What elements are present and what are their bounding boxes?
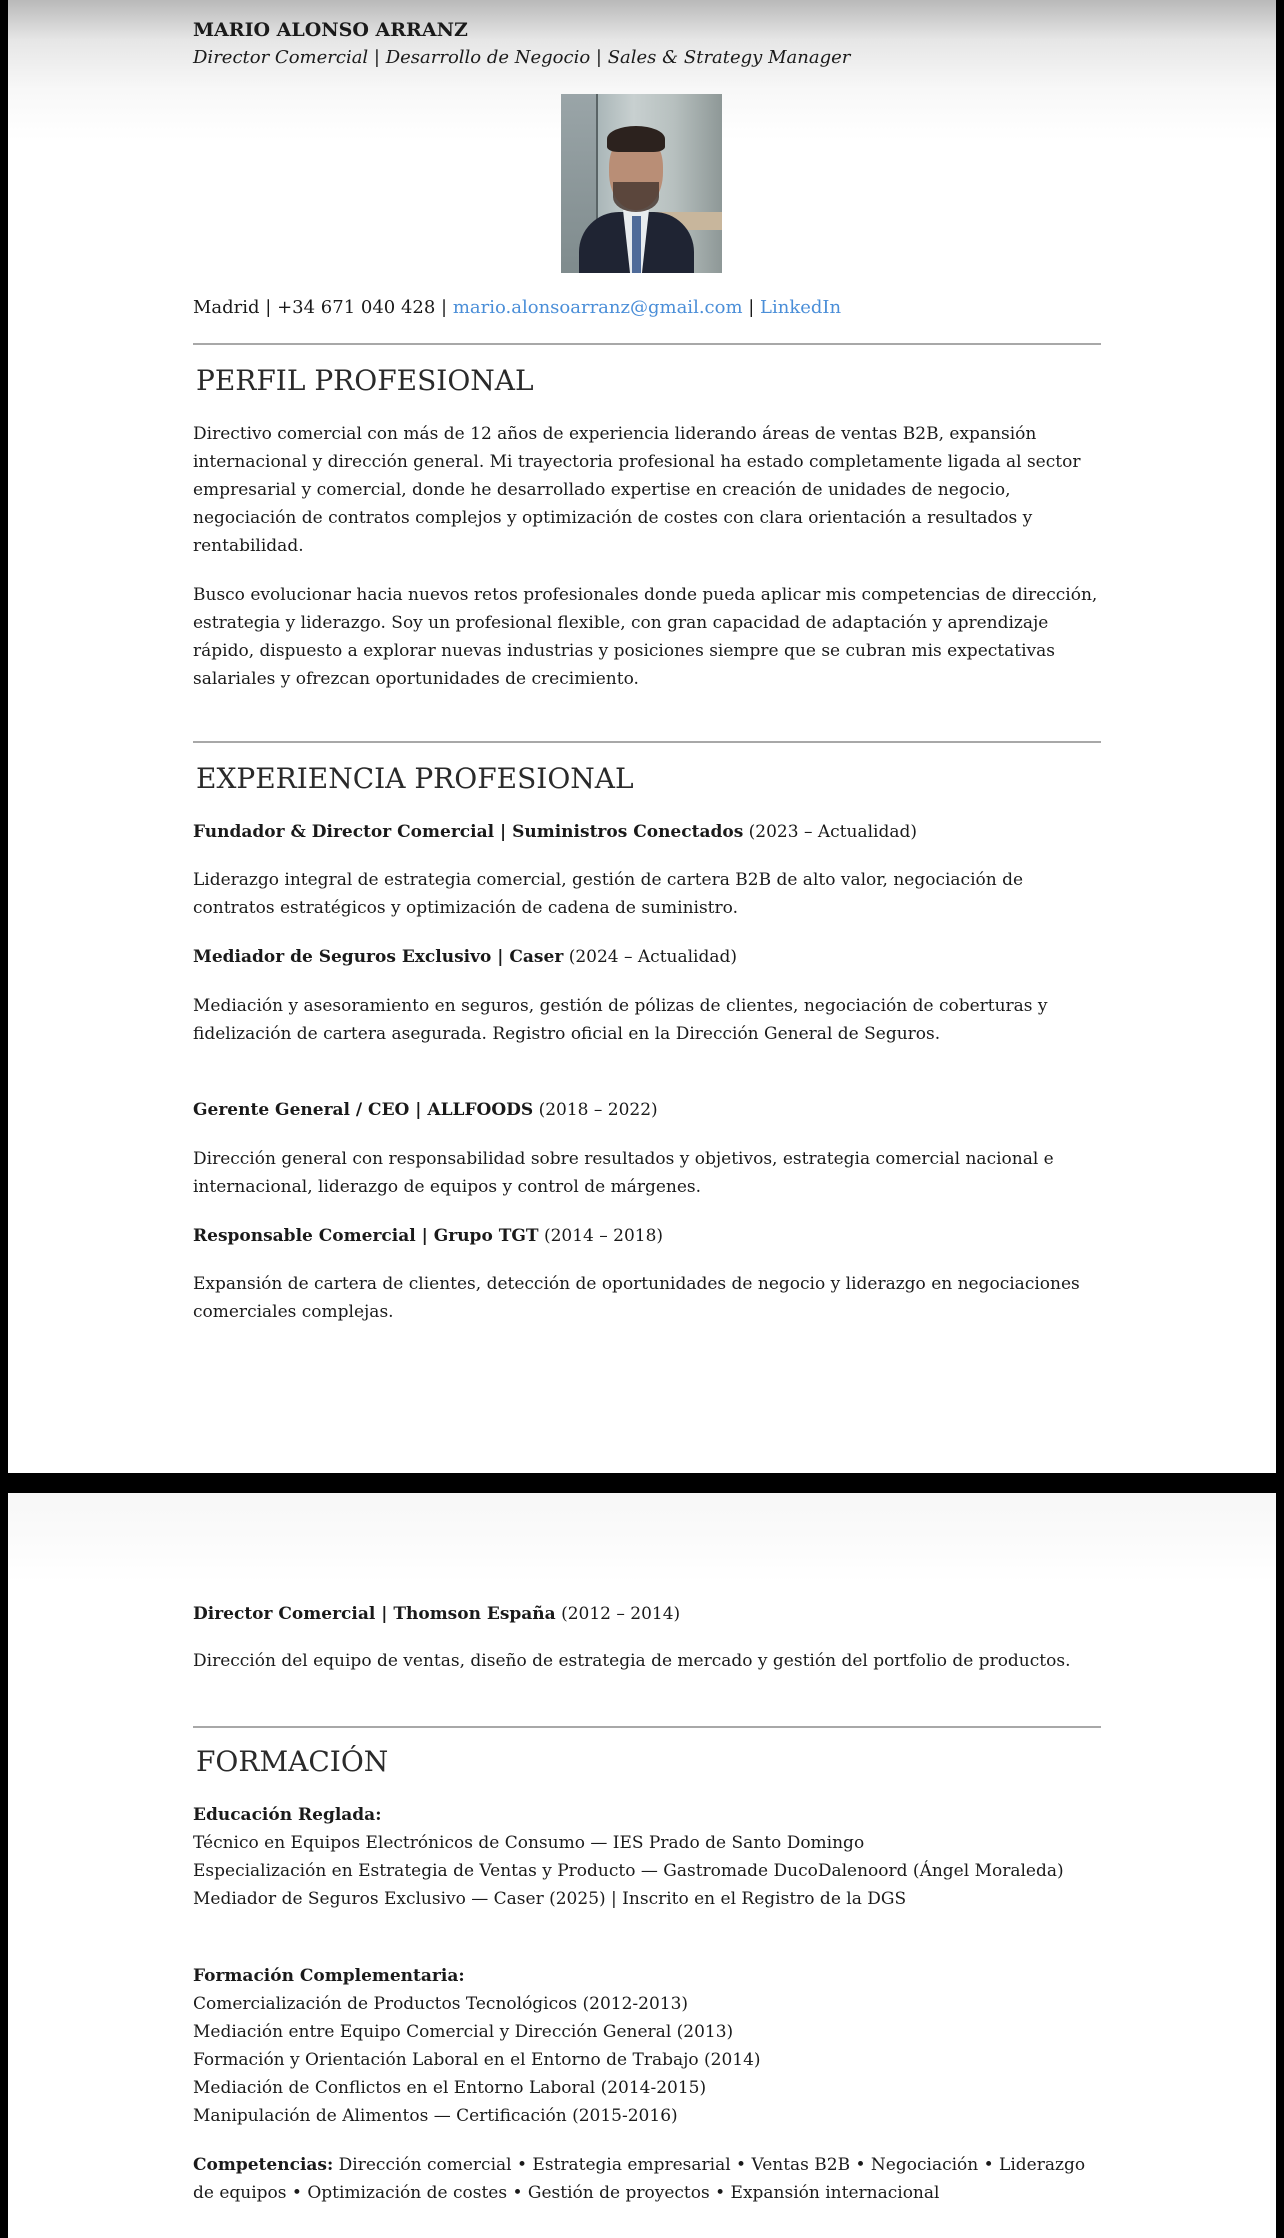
job-company: Thomson España [393, 1604, 556, 1624]
job-dates: (2012 – 2014) [561, 1604, 681, 1624]
job-dates: (2024 – Actualidad) [568, 947, 738, 967]
list-item: Mediación de Conflictos en el Entorno Laboral (2014-2015) [193, 2078, 707, 2098]
educacion-reglada [193, 1801, 1101, 1913]
list-item: Especialización en Estrategia de Ventas y Producto — Gastromade DucoDalenoord (Ángel Moraleda) [193, 1861, 1064, 1881]
candidate-subtitle: Director Comercial | Desarrollo de Negocio | Sales & Strategy Manager [193, 47, 851, 68]
job-description: Expansión de cartera de clientes, detección de oportunidades de negocio y liderazgo en negociaciones comerciales complejas. [193, 1274, 1080, 1322]
section-title-experiencia: EXPERIENCIA PROFESIONAL [196, 762, 634, 795]
job-company: Grupo TGT [433, 1226, 539, 1246]
contact-phone: +34 671 040 428 [277, 297, 436, 318]
divider [193, 1726, 1101, 1728]
candidate-name: MARIO ALONSO ARRANZ [193, 19, 468, 41]
list-item: Mediador de Seguros Exclusivo — Caser (2025) | Inscrito en el Registro de la DGS [193, 1889, 907, 1909]
job-dates: (2018 – 2022) [538, 1100, 658, 1120]
page-1 [8, 0, 1276, 1473]
job-title-line: Mediador de Seguros Exclusivo | Caser (2024 – Actualidad) [193, 947, 738, 967]
separator: | [435, 297, 453, 318]
perfil-paragraph-2 [193, 581, 1101, 693]
job-title-line: Fundador & Director Comercial | Suministros Conectados (2023 – Actualidad) [193, 822, 917, 842]
job-description: Liderazgo integral de estrategia comercial, gestión de cartera B2B de alto valor, negociación de contratos estratégicos y optimización de cadena de suministro. [193, 870, 1024, 918]
job-role: Gerente General / CEO [193, 1100, 410, 1120]
job-description: Dirección general con responsabilidad sobre resultados y objetivos, estrategia comercial nacional e internacional, liderazgo de equipos y control de márgenes. [193, 1149, 1054, 1197]
job-role: Director Comercial [193, 1604, 376, 1624]
section-title-perfil: PERFIL PROFESIONAL [196, 364, 534, 397]
job-title-line: Gerente General / CEO | ALLFOODS (2018 – 2022) [193, 1100, 658, 1120]
job-role: Responsable Comercial [193, 1226, 416, 1246]
job-title-line: Responsable Comercial | Grupo TGT (2014 – 2018) [193, 1226, 664, 1246]
job-company: Suministros Conectados [512, 822, 744, 842]
subsection-title: Competencias: [193, 2155, 334, 2175]
contact-city: Madrid [193, 297, 260, 318]
job-role: Fundador & Director Comercial [193, 822, 495, 842]
job-company: ALLFOODS [427, 1100, 534, 1120]
list-item: Formación y Orientación Laboral en el Entorno de Trabajo (2014) [193, 2050, 761, 2070]
job-description: Dirección del equipo de ventas, diseño de estrategia de mercado y gestión del portfolio de productos. [193, 1651, 1071, 1671]
subsection-title: Educación Reglada: [193, 1805, 382, 1825]
competencias [193, 2151, 1101, 2207]
job-dates: (2023 – Actualidad) [748, 822, 917, 842]
contact-line [193, 294, 1101, 322]
job-title-line: Director Comercial | Thomson España (2012 – 2014) [193, 1604, 681, 1624]
formacion-complementaria [193, 1962, 1101, 2130]
profile-photo [561, 94, 722, 273]
perfil-paragraph-1 [193, 420, 1101, 560]
paragraph: Busco evolucionar hacia nuevos retos profesionales donde pueda aplicar mis competencias de dirección, estrategia y liderazgo. Soy un profesional flexible, con gran capacidad de adaptación y aprendizaje rápido, dispuesto a explorar nuevas industrias y posiciones siempre que se cubran mis expectativas salariales y ofrezcan oportunidades de crecimiento. [193, 585, 1098, 689]
separator: | [742, 297, 761, 318]
competencias-list: Dirección comercial • Estrategia empresarial • Ventas B2B • Negociación • Liderazgo de equipos • Optimización de costes • Gestión de proyectos • Expansión internacional [193, 2155, 1086, 2203]
list-item: Técnico en Equipos Electrónicos de Consumo — IES Prado de Santo Domingo [193, 1833, 865, 1853]
job-dates: (2014 – 2018) [543, 1226, 664, 1246]
divider [193, 343, 1101, 345]
paragraph: Directivo comercial con más de 12 años de experiencia liderando áreas de ventas B2B, expansión internacional y dirección general. Mi trayectoria profesional ha estado completamente ligada al sector empresarial y comercial, donde he desarrollado expertise en creación de unidades de negocio, negociación de contratos complejos y optimización de costes con clara orientación a resultados y rentabilidad. [193, 424, 1081, 556]
linkedin-link[interactable]: LinkedIn [760, 297, 842, 318]
divider [193, 741, 1101, 743]
section-title-formacion: FORMACIÓN [196, 1745, 389, 1778]
job-description: Mediación y asesoramiento en seguros, gestión de pólizas de clientes, negociación de coberturas y fidelización de cartera asegurada. Registro oficial en la Dirección General de Seguros. [193, 996, 1048, 1044]
email-link[interactable]: mario.alonsoarranz@gmail.com [452, 297, 743, 318]
subsection-title: Formación Complementaria: [193, 1966, 465, 1986]
separator: | [259, 297, 278, 318]
list-item: Comercialización de Productos Tecnológicos (2012-2013) [193, 1994, 689, 2014]
list-item: Mediación entre Equipo Comercial y Dirección General (2013) [193, 2022, 734, 2042]
job-company: Caser [509, 947, 564, 967]
list-item: Manipulación de Alimentos — Certificación (2015-2016) [193, 2106, 678, 2126]
job-role: Mediador de Seguros Exclusivo [193, 947, 492, 967]
page-2 [8, 1493, 1276, 2238]
